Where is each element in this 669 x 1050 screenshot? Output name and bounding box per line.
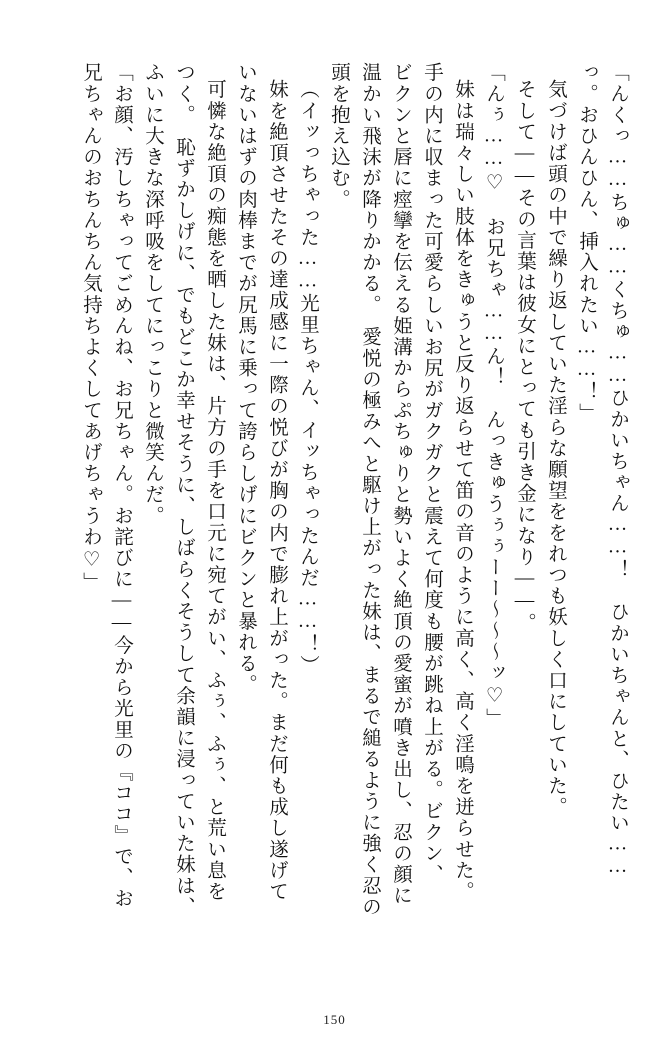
text-line: 頭を抱え込む。 — [328, 62, 349, 210]
text-line: 手の内に収まった可愛らしいお尻がガクガクと震えて何度も腰が跳ね上がる。ビクン、 — [421, 62, 442, 885]
text-line: 温かい飛沫が降りかかる。 愛悦の極みへと駆け上がった妹は、まるで縋るように強く忍の — [359, 62, 380, 918]
text-line: いないはずの肉棒までが尻馬に乗って誇らしげにビクンと暴れる。 — [235, 62, 256, 695]
text-line: ビクンと唇に痙攣を伝える姫溝からぷちゅりと勢いよく絶頂の愛蜜が噴き出し、忍の顔に — [390, 62, 411, 906]
text-line: つく。 恥ずかしげに、でもどこか幸せそうに、しばらくそうして余韻に浸っていた妹は、 — [173, 62, 194, 918]
text-line: そして――その言葉は彼女にとっても引き金になり――。 — [514, 79, 535, 634]
text-line: 「んぅ……♡ お兄ちゃ……ん！ んっきゅうぅぅーー～～～ッ♡」 — [483, 62, 504, 730]
page-number: 150 — [323, 1012, 346, 1027]
text-line: 気づけば頭の中で繰り返していた淫らな願望ををれつも妖しく口にしていた。 — [545, 79, 566, 818]
text-line: 妹は瑞々しい肢体をきゅうと反り返らせて笛の音のように高く、高く淫鳴を迸らせた。 — [452, 79, 473, 902]
text-line: ふいに大きな深呼吸をしてにっこりと微笑んだ。 — [142, 62, 163, 527]
text-line: 可憐な絶頂の痴態を晒した妹は、片方の手を口元に宛てがい、ふぅ、ふぅ、と荒い息を — [204, 79, 225, 902]
text-line: 兄ちゃんのおちんちん気持ちよくしてあげちゃうわ♡」 — [80, 62, 101, 593]
text-line: 「お顔、汚しちゃってごめんね、お兄ちゃん。お詫びに――今から光里の『ココ』で、お — [111, 62, 132, 909]
text-line: （イッっちゃった……光里ちゃん、イッちゃったんだ……！） — [297, 79, 318, 676]
text-line: 妹を絶頂させたその達成感に一際の悦びが胸の内で膨れ上がった。まだ何も成し遂げて — [266, 79, 287, 902]
text-line: 「んくっ……ちゅ……くちゅ……ひかいちゃん……！ ひかいちゃんと、ひたい…… — [607, 62, 628, 879]
text-line: っ。おひんひん、挿入れたい……！」 — [576, 62, 597, 424]
vertical-text-body — [42, 62, 627, 982]
